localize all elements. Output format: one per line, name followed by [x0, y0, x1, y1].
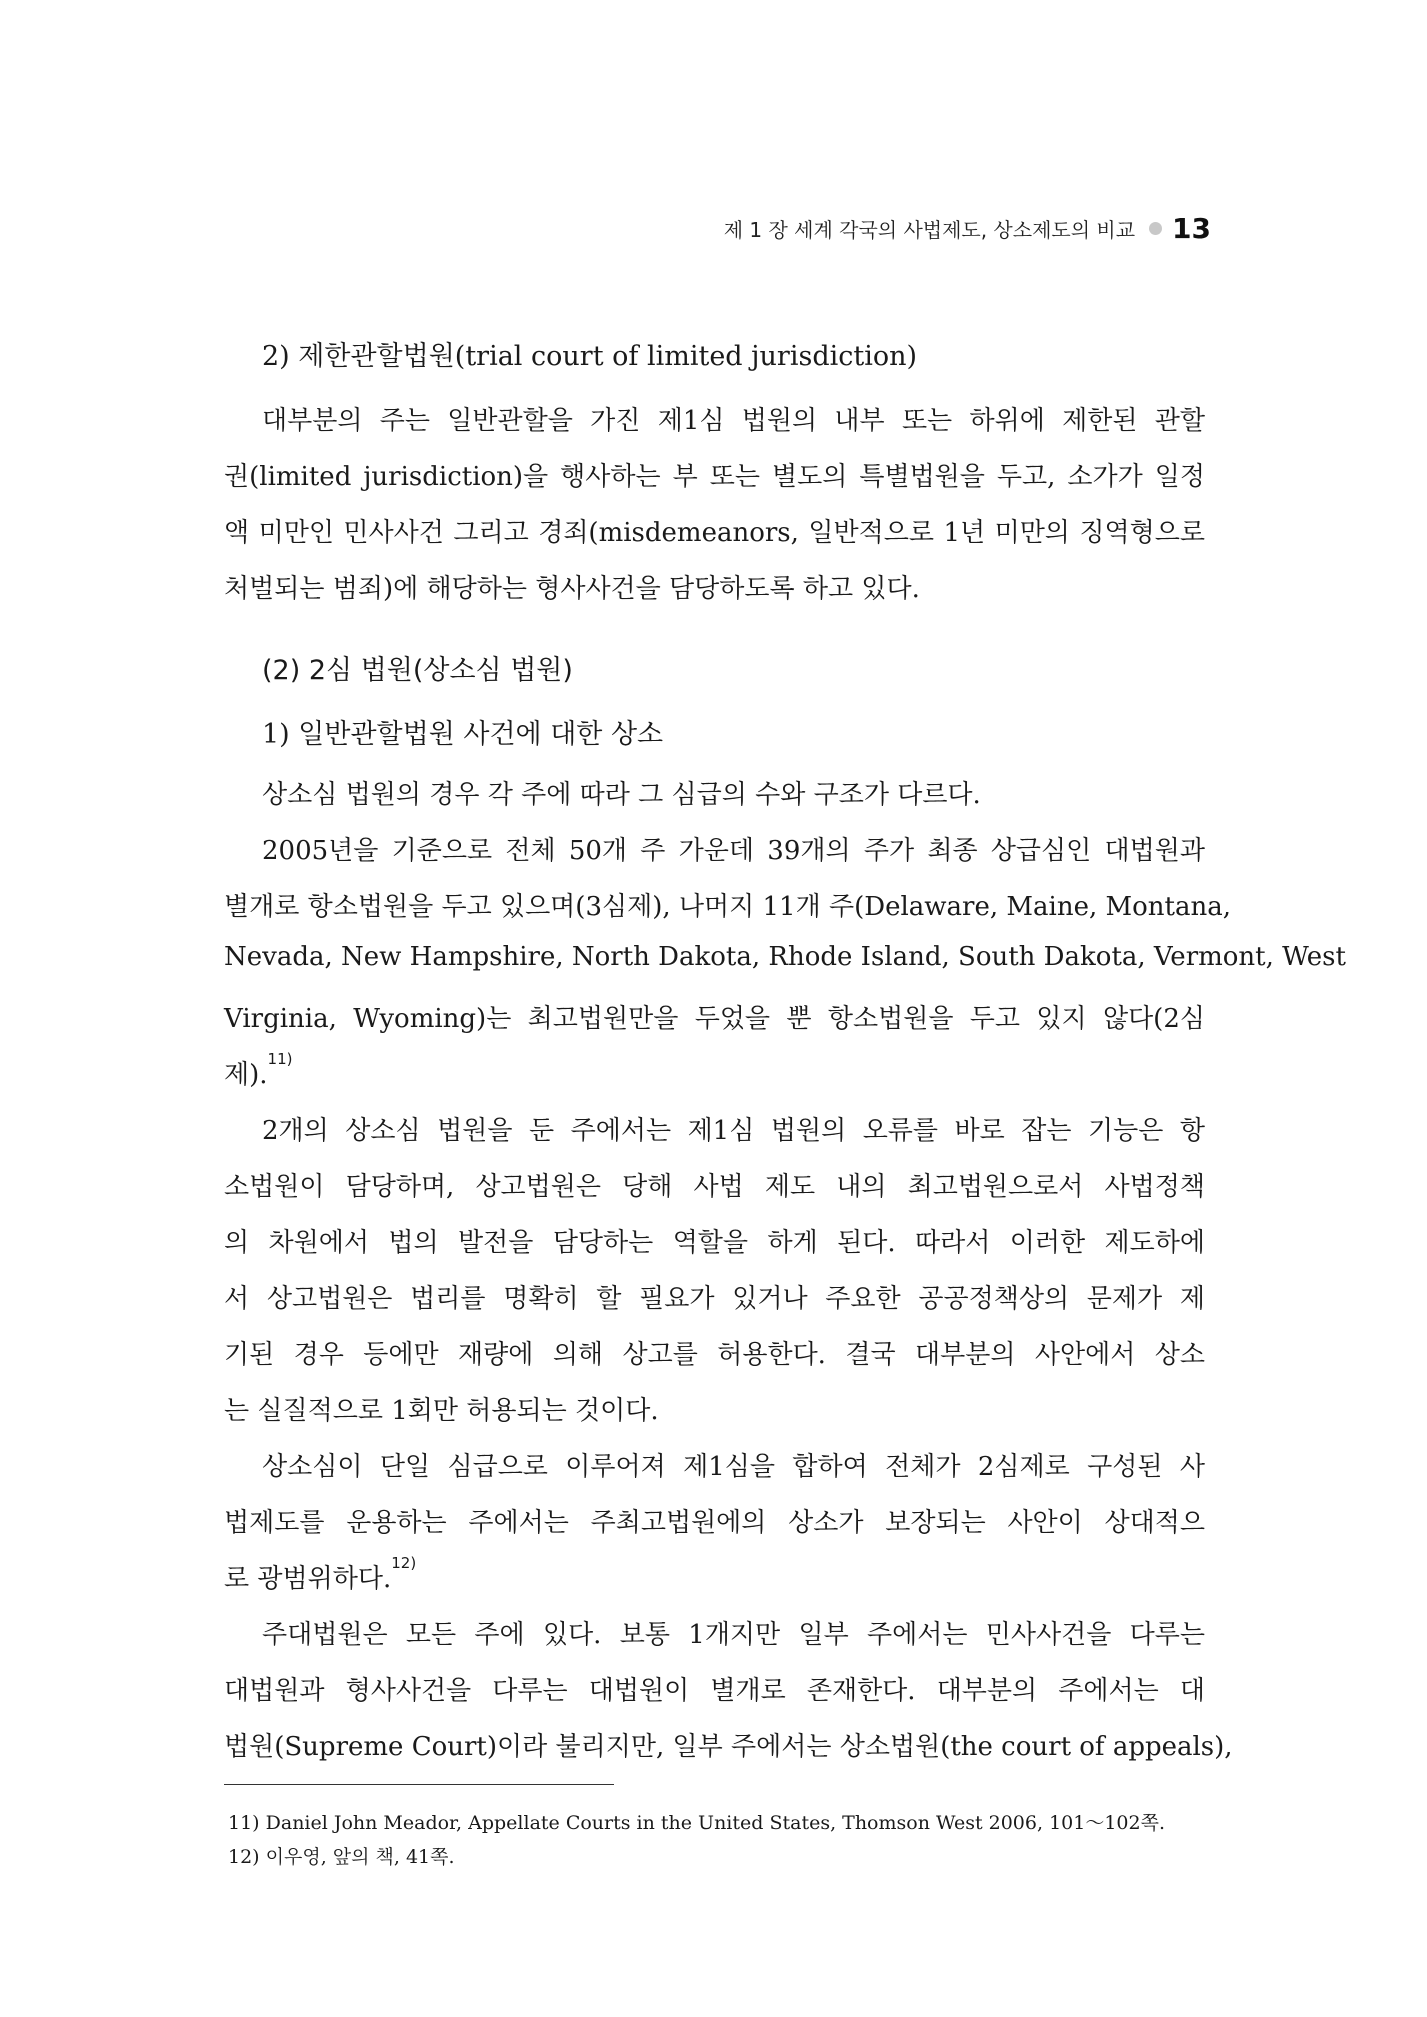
- paragraph-line: 의 차원에서 법의 발전을 담당하는 역할을 하게 된다. 따라서 이러한 제도하에: [224, 1228, 1205, 1258]
- section-heading-appellate: (2) 2심 법원(상소심 법원): [262, 655, 573, 686]
- paragraph-line: 주대법원은 모든 주에 있다. 보통 1개지만 일부 주에서는 민사사건을 다루는: [262, 1620, 1205, 1650]
- paragraph-line: 별개로 항소법원을 두고 있으며(3심제), 나머지 11개 주(Delaware, Maine, Montana,: [224, 892, 1231, 922]
- paragraph-line: 권(limited jurisdiction)을 행사하는 부 또는 별도의 특별법원을 두고, 소가가 일정: [224, 462, 1205, 492]
- bullet-dot-icon: [1149, 222, 1162, 235]
- paragraph-line: 대법원과 형사사건을 다루는 대법원이 별개로 존재한다. 대부분의 주에서는 대: [224, 1676, 1205, 1706]
- paragraph-line: 액 미만인 민사사건 그리고 경죄(misdemeanors, 일반적으로 1년 미만의 징역형으로: [224, 518, 1205, 548]
- footnote-divider: [224, 1784, 614, 1785]
- page-number: 13: [1172, 212, 1211, 245]
- paragraph-line-with-footnote: [224, 1050, 1205, 1091]
- chapter-title: 제 1 장 세계 각국의 사법제도, 상소제도의 비교: [723, 218, 1136, 242]
- paragraph-line: 처벌되는 범죄)에 해당하는 형사사건을 담당하도록 하고 있다.: [224, 574, 920, 604]
- running-header: [724, 212, 1211, 245]
- paragraph-text: 제).: [224, 1060, 268, 1090]
- footnote-12: 12) 이우영, 앞의 책, 41쪽.: [228, 1846, 455, 1868]
- paragraph-line: 2005년을 기준으로 전체 50개 주 가운데 39개의 주가 최종 상급심인 대법원과: [262, 836, 1205, 866]
- paragraph-line: 법제도를 운용하는 주에서는 주최고법원에의 상소가 보장되는 사안이 상대적으: [224, 1508, 1205, 1538]
- section-heading-limited-jurisdiction: 2) 제한관할법원(trial court of limited jurisdiction): [262, 341, 918, 372]
- paragraph-line: 대부분의 주는 일반관할을 가진 제1심 법원의 내부 또는 하위에 제한된 관할: [262, 406, 1205, 436]
- paragraph-line: Virginia, Wyoming)는 최고법원만을 두었을 뿐 항소법원을 두고 있지 않다(2심: [224, 1004, 1205, 1034]
- paragraph-line: 소법원이 담당하며, 상고법원은 당해 사법 제도 내의 최고법원으로서 사법정책: [224, 1172, 1205, 1202]
- paragraph-line-with-footnote: [224, 1554, 1205, 1595]
- paragraph-line: 상소심 법원의 경우 각 주에 따라 그 심급의 수와 구조가 다르다.: [262, 780, 981, 810]
- paragraph-line: Nevada, New Hampshire, North Dakota, Rhode Island, South Dakota, Vermont, West: [224, 942, 1346, 972]
- footnote-ref: 11): [267, 1050, 293, 1068]
- paragraph-line: 상소심이 단일 심급으로 이루어져 제1심을 합하여 전체가 2심제로 구성된 사: [262, 1452, 1205, 1482]
- paragraph-line: 서 상고법원은 법리를 명확히 할 필요가 있거나 주요한 공공정책상의 문제가 제: [224, 1284, 1205, 1314]
- paragraph-line: 2개의 상소심 법원을 둔 주에서는 제1심 법원의 오류를 바로 잡는 기능은 항: [262, 1116, 1205, 1146]
- subsection-heading-appeal: 1) 일반관할법원 사건에 대한 상소: [262, 719, 664, 750]
- paragraph-line: 기된 경우 등에만 재량에 의해 상고를 허용한다. 결국 대부분의 사안에서 상소: [224, 1340, 1205, 1370]
- paragraph-line: 법원(Supreme Court)이라 불리지만, 일부 주에서는 상소법원(the court of appeals),: [224, 1732, 1233, 1762]
- paragraph-line: 는 실질적으로 1회만 허용되는 것이다.: [224, 1396, 659, 1426]
- paragraph-text: 로 광범위하다.: [224, 1564, 392, 1594]
- footnote-ref: 12): [391, 1554, 417, 1572]
- footnote-11: 11) Daniel John Meador, Appellate Courts in the United States, Thomson West 2006, 101～102쪽.: [228, 1812, 1165, 1834]
